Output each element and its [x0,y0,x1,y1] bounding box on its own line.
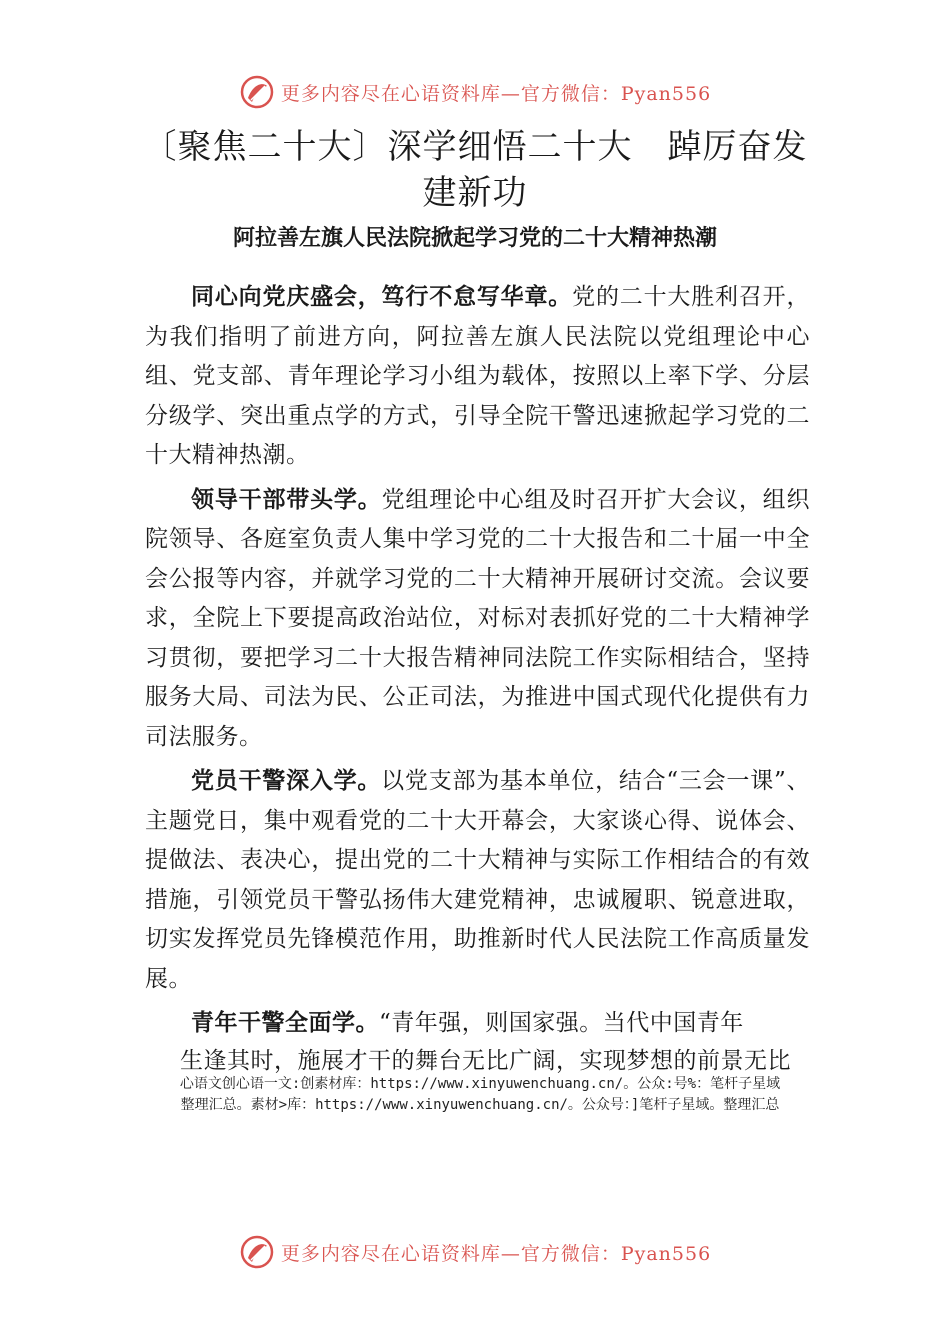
logo-icon [239,1234,275,1270]
logo-icon [239,74,275,110]
paragraph-lead: 领导干部带头学。 [191,486,382,513]
paragraph [145,278,810,476]
document-subtitle: 阿拉善左旗人民法院掀起学习党的二十大精神热潮 [232,226,717,251]
watermark-line: 整理汇总。素材>库：https://www.xinyuwenchuang.cn/。公众号：]笔杆子星域。整理汇总 [180,1097,780,1113]
footer-banner-text: 更多内容尽在心语资料库—官方微信：Pyan556 [280,1242,712,1265]
watermark-text [130,1074,830,1116]
document-title: 〔聚焦二十大〕深学细悟二十大 踔厉奋发建新功 [142,127,808,213]
paragraph-text: 党组理论中心组及时召开扩大会议，组织院领导、各庭室负责人集中学习党的二十大报告和二十届一中全会公报等内容，并就学习党的二十大精神开展研讨交流。会议要求，全院上下要提高政治站位，对标对表抓好党的二十大精神学习贯彻，要把学习二十大报告精神同法院工作实际相结合，坚持服务大局、司法为民、公正司法，为推进中国式现代化提供有力司法服务。 [145,486,811,750]
paragraph [145,762,810,999]
paragraph-continuation: 生逢其时，施展才干的舞台无比广阔，实现梦想的前景无比 [180,1048,791,1074]
header-banner-text: 更多内容尽在心语资料库—官方微信：Pyan556 [280,82,712,105]
paragraph-lead: 党员干警深入学。 [191,768,382,794]
paragraph-lead: 青年干警全面学。 [191,1010,379,1036]
paragraph-text: “青年强，则国家强。当代中国青年 [379,1010,744,1036]
paragraph-text: 党的二十大胜利召开，为我们指明了前进方向，阿拉善左旗人民法院以党组理论中心组、党支部、青年理论学习小组为载体，按照以上率下学、分层分级学、突出重点学的方式，引导全院干警迅速掀起学习党的二十大精神热潮。 [145,284,811,468]
header-banner [0,72,950,112]
paragraph [145,481,810,758]
watermark-line: 心语文创心语一文:创素材库：https://www.xinyuwenchuang.cn/。公众:号%：笔杆子星域 [179,1076,781,1092]
document-body [145,278,810,1049]
paragraph-text: 以党支部为基本单位，结合“三会一课”、主题党日，集中观看党的二十大开幕会，大家谈心得、说体会、提做法、表决心，提出党的二十大精神与实际工作相结合的有效措施，引领党员干警弘扬伟大建党精神，忠诚履职、锐意进取，切实发挥党员先锋模范作用，助推新时代人民法院工作高质量发展。 [145,768,810,992]
paragraph-lead: 同心向党庆盛会，笃行不怠写华章。 [191,284,573,310]
footer-banner [0,1232,950,1272]
paragraph [145,1004,810,1044]
